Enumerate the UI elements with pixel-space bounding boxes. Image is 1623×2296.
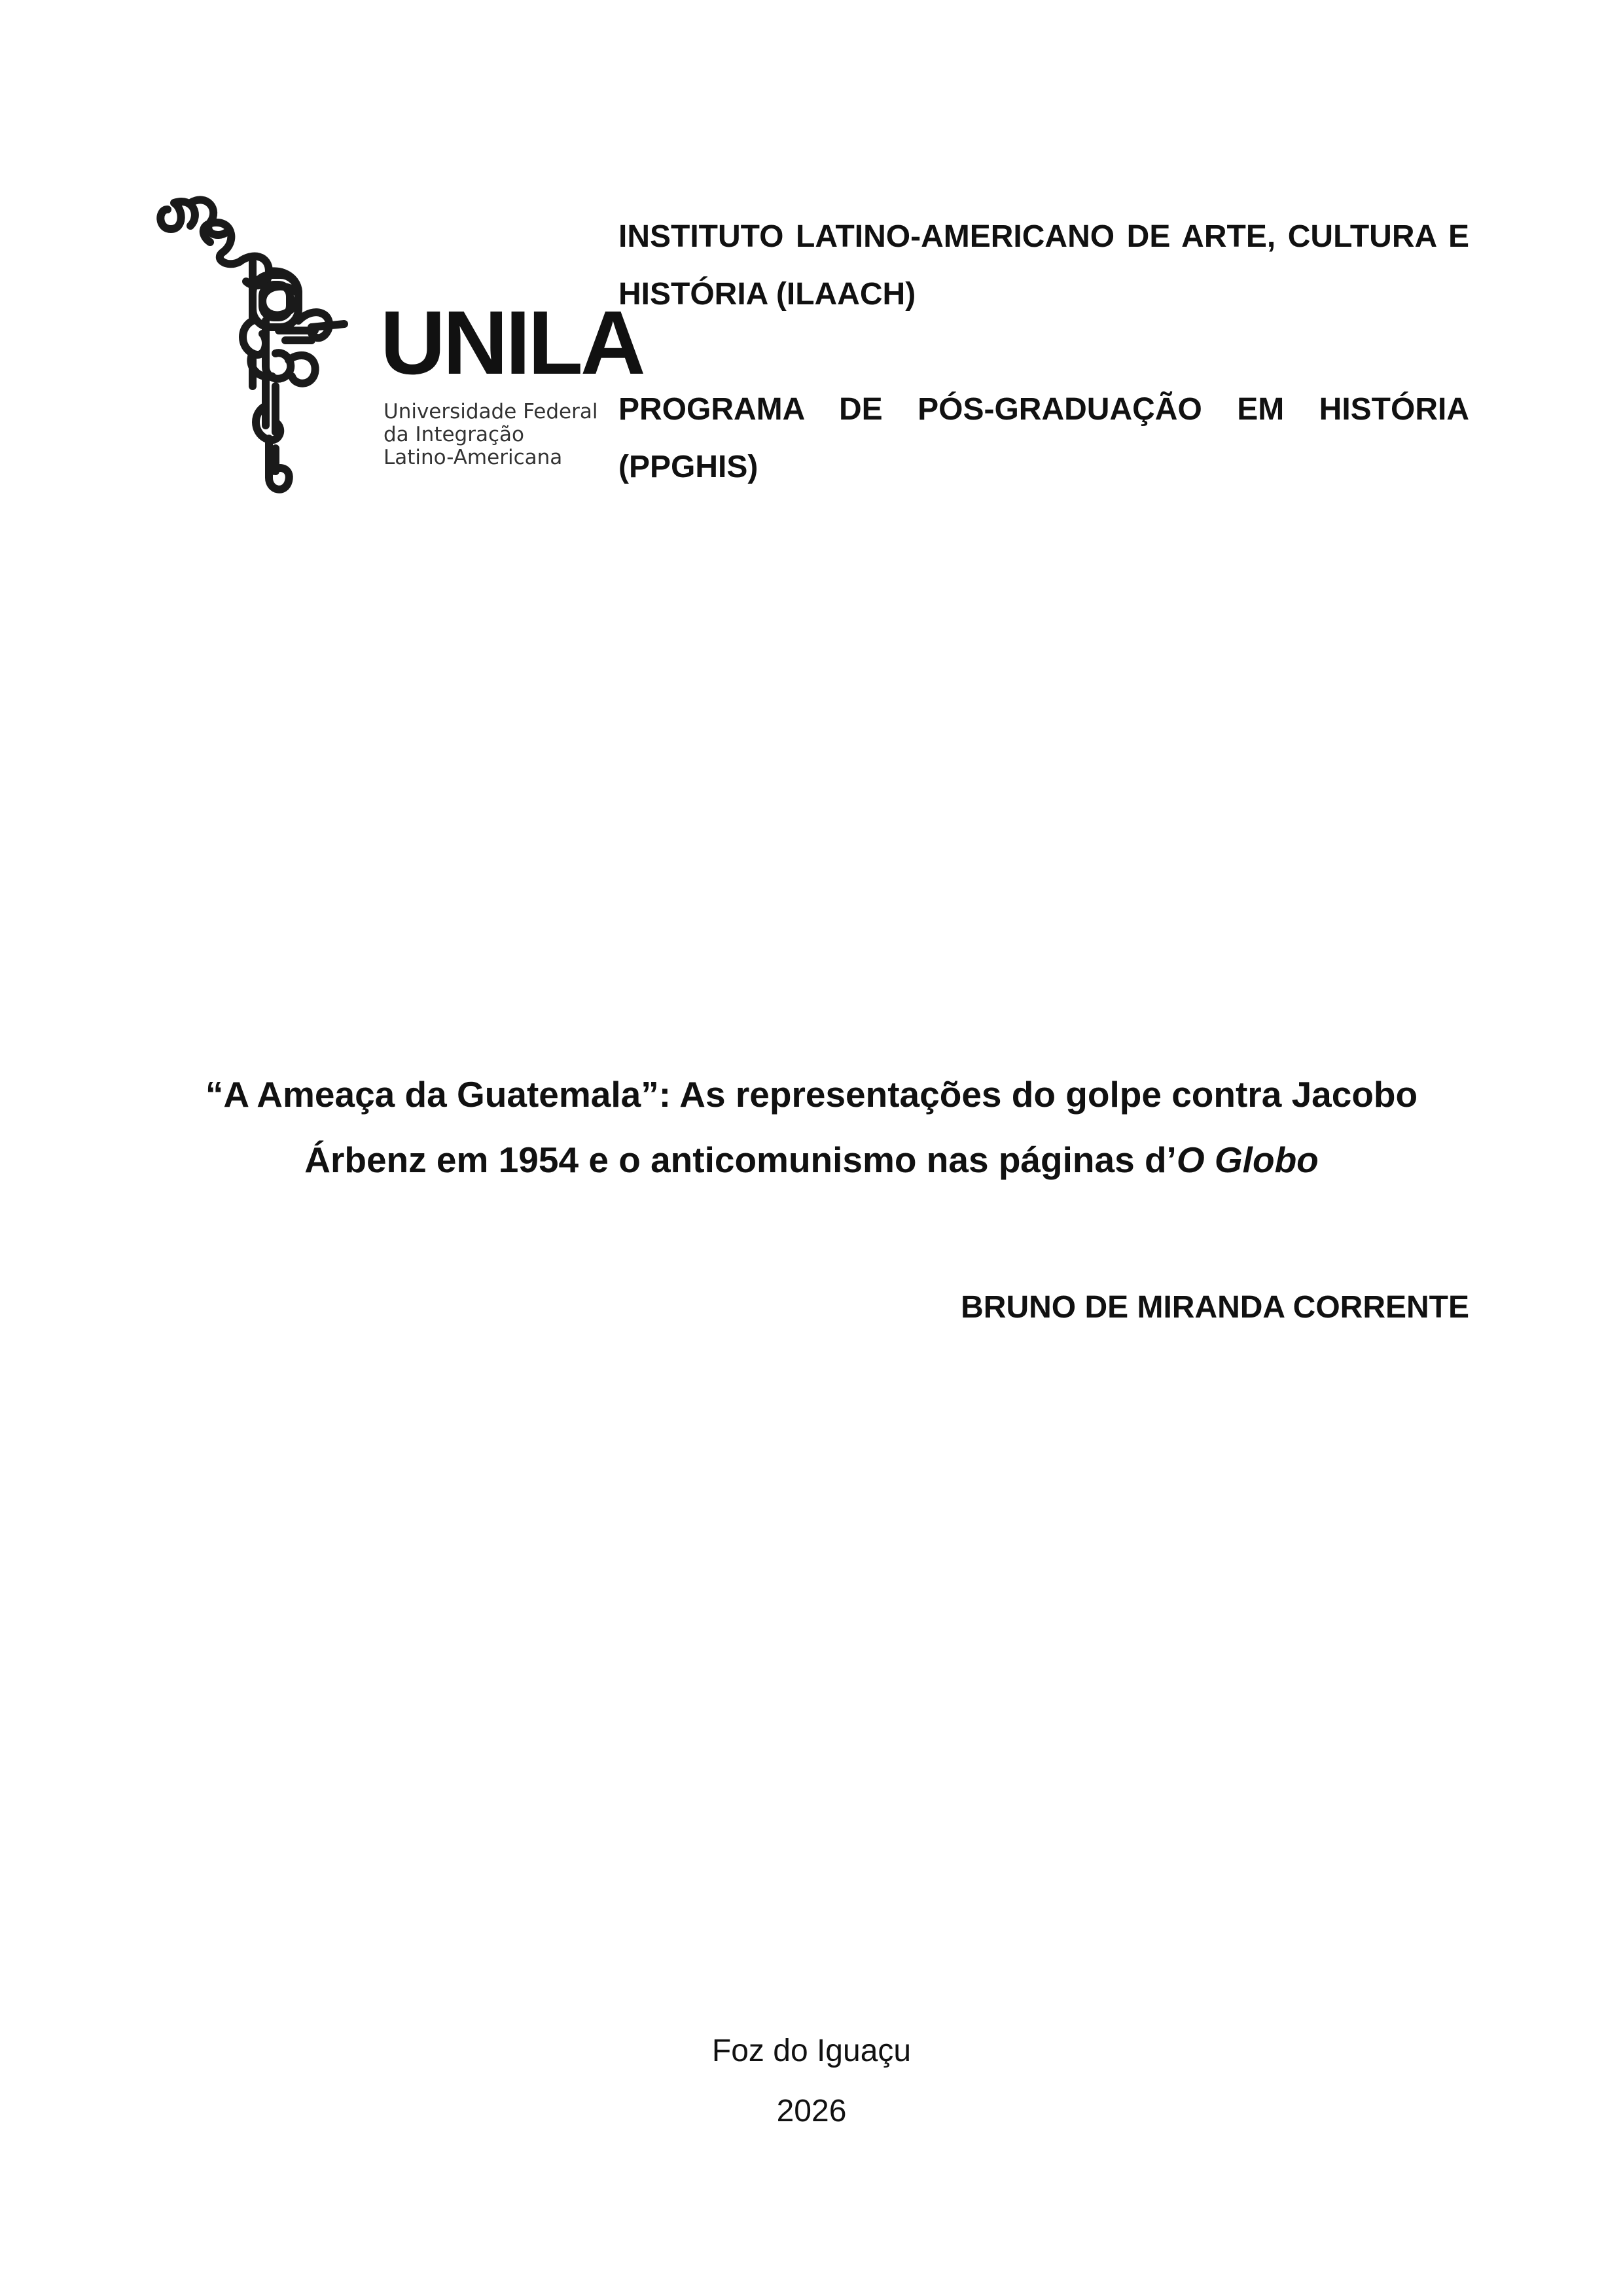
logo-subtitle-line: Universidade Federal [383, 400, 598, 423]
place-and-year [0, 2021, 1623, 2142]
unila-wordmark: UNILA [380, 293, 643, 393]
thesis-title [157, 1062, 1466, 1193]
newspaper-name: O Globo [1176, 1139, 1319, 1180]
year: 2026 [776, 2094, 847, 2128]
logo-subtitle-line: Latino-Americana [383, 446, 563, 469]
program-name: PROGRAMA DE PÓS-GRADUAÇÃO EM HISTÓRIA (PPGHIS) [618, 392, 1469, 484]
city: Foz do Iguaçu [711, 2034, 912, 2068]
unila-full-name [383, 401, 597, 469]
institution-header [618, 208, 1469, 496]
institute-name: INSTITUTO LATINO-AMERICANO DE ARTE, CULTURA E HISTÓRIA (ILAACH) [618, 219, 1469, 312]
unila-logo [154, 190, 643, 504]
logo-subtitle-line: da Integração [383, 423, 524, 446]
unila-logo-symbol-icon [154, 190, 390, 504]
thesis-title-text: “A Ameaça da Guatemala”: As representações do golpe contra Jacobo Árbenz em 1954 e o anticomunismo nas páginas d’ [205, 1074, 1418, 1180]
author-name: BRUNO DE MIRANDA CORRENTE [961, 1290, 1469, 1325]
